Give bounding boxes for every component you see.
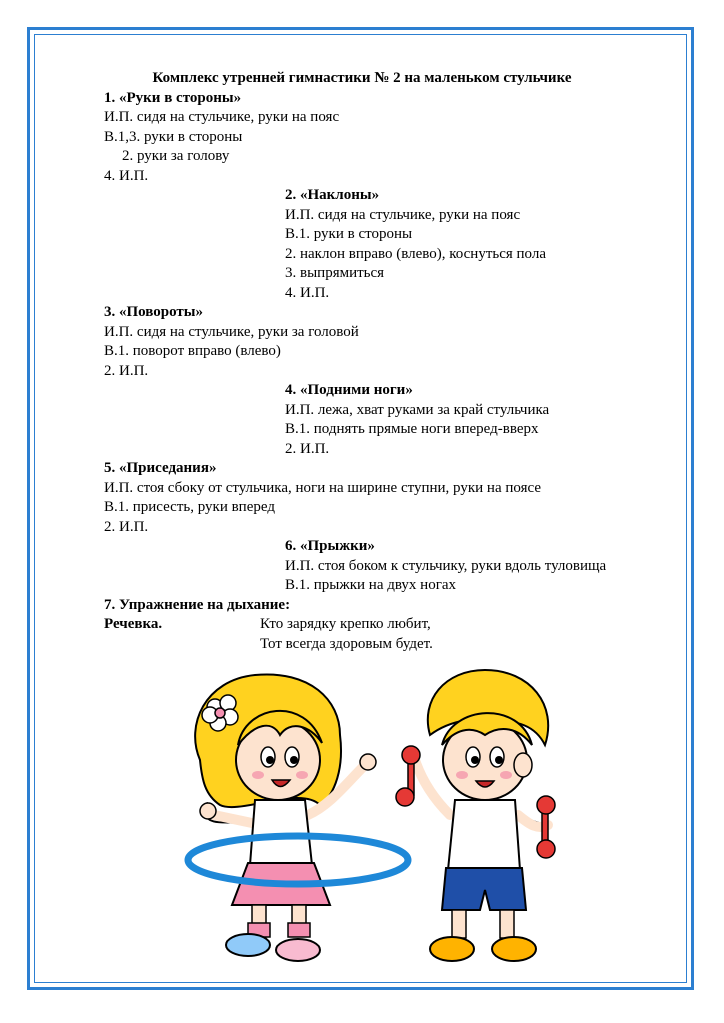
- exercise-7-heading: 7. Упражнение на дыхание:: [104, 597, 291, 613]
- exercise-6-line: В.1. прыжки на двух ногах: [285, 577, 457, 593]
- chant-label: Речевка.: [104, 616, 163, 632]
- exercise-4-line: 2. И.П.: [285, 441, 330, 457]
- exercise-6-heading: 6. «Прыжки»: [285, 538, 375, 554]
- exercise-3-line: 2. И.П.: [104, 363, 149, 379]
- girl-figure: [188, 674, 408, 961]
- exercise-1-line: 2. руки за голову: [122, 148, 230, 164]
- exercise-1-heading: 1. «Руки в стороны»: [104, 90, 242, 106]
- exercise-2-line: В.1. руки в стороны: [285, 226, 413, 242]
- exercise-4-line: И.П. лежа, хват руками за край стульчика: [285, 402, 550, 418]
- exercise-5-line: И.П. стоя сбоку от стульчика, ноги на ширине ступни, руки на поясе: [104, 480, 541, 496]
- exercise-3-heading: 3. «Повороты»: [104, 304, 204, 320]
- exercise-3-line: В.1. поворот вправо (влево): [104, 343, 281, 359]
- exercise-4-heading: 4. «Подними ноги»: [285, 382, 413, 398]
- boy-figure: [396, 670, 555, 961]
- exercise-2-line: И.П. сидя на стульчике, руки на пояс: [285, 207, 521, 223]
- exercise-6-line: И.П. стоя боком к стульчику, руки вдоль туловища: [285, 558, 607, 574]
- exercise-1-line: В.1,3. руки в стороны: [104, 129, 243, 145]
- exercise-2-heading: 2. «Наклоны»: [285, 187, 380, 203]
- exercise-3-line: И.П. сидя на стульчике, руки за головой: [104, 324, 359, 340]
- exercise-5-line: 2. И.П.: [104, 519, 149, 535]
- chant-verse-line: Кто зарядку крепко любит,: [260, 616, 431, 632]
- exercise-5-heading: 5. «Приседания»: [104, 460, 217, 476]
- exercise-1-line: И.П. сидя на стульчике, руки на пояс: [104, 109, 340, 125]
- exercise-2-line: 2. наклон вправо (влево), коснуться пола: [285, 246, 546, 262]
- document-title: Комплекс утренней гимнастики № 2 на маленьком стульчике: [152, 70, 572, 86]
- exercise-2-line: 4. И.П.: [285, 285, 330, 301]
- exercise-2-line: 3. выпрямиться: [285, 265, 385, 281]
- children-exercising-illustration: [180, 665, 560, 975]
- exercise-5-line: В.1. присесть, руки вперед: [104, 499, 275, 515]
- exercise-1-line: 4. И.П.: [104, 168, 149, 184]
- chant-verse-line: Тот всегда здоровым будет.: [260, 636, 433, 652]
- exercise-4-line: В.1. поднять прямые ноги вперед-вверх: [285, 421, 539, 437]
